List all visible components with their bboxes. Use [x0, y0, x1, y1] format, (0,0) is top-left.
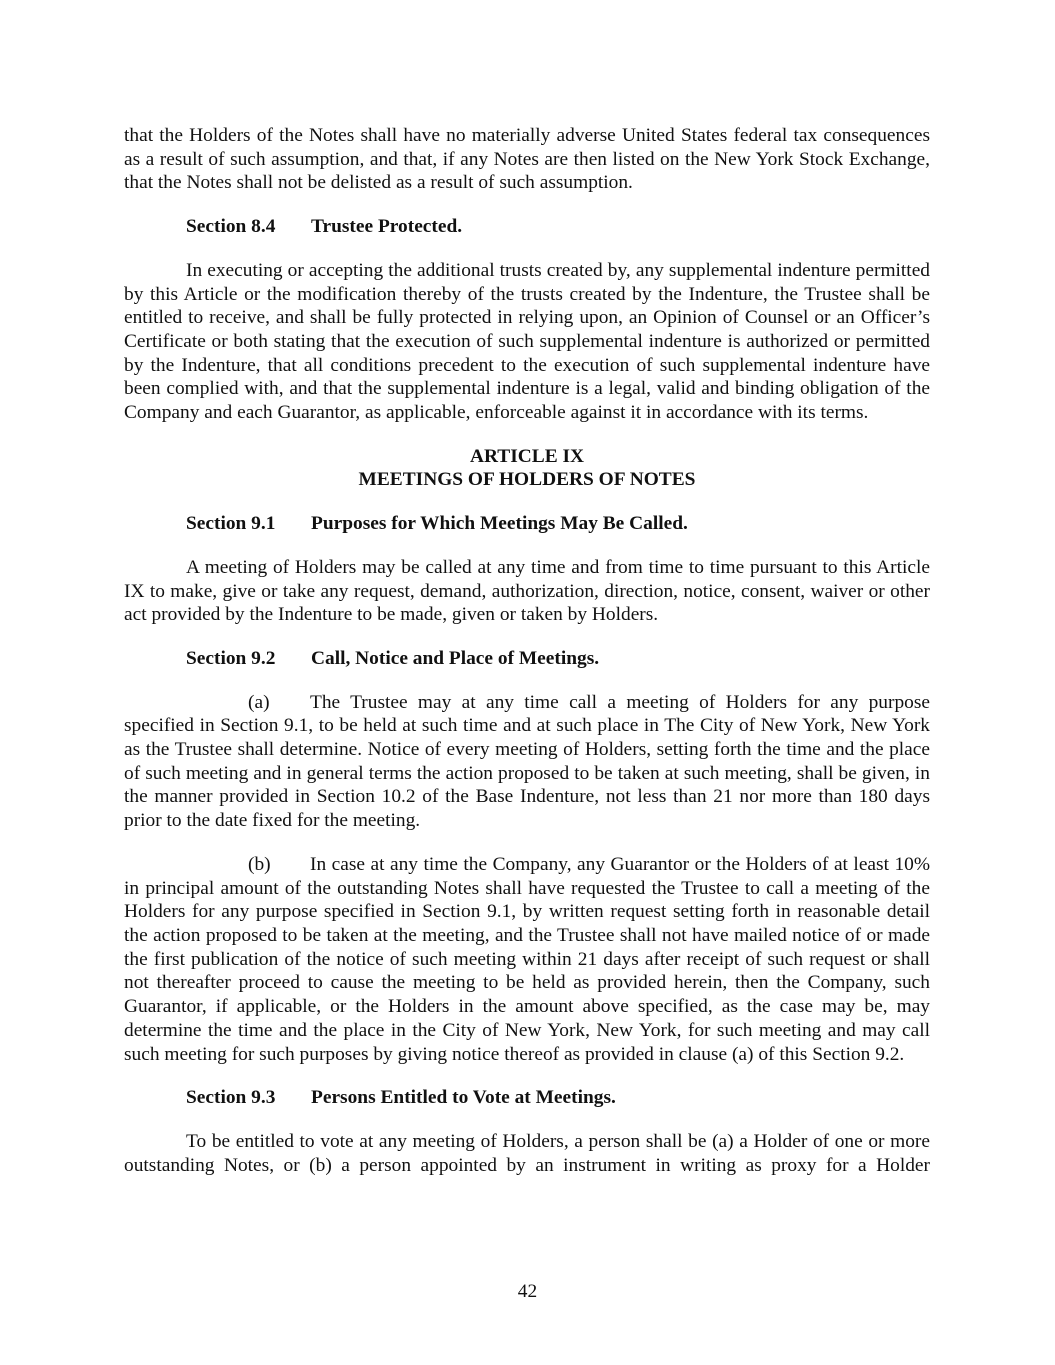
section-title: Trustee Protected. — [311, 216, 463, 238]
section-9-2-clause-b — [124, 853, 930, 1066]
section-number: Section 8.4 — [186, 216, 276, 238]
section-number: Section 9.2 — [186, 647, 276, 669]
article-title: MEETINGS OF HOLDERS OF NOTES — [358, 469, 696, 491]
article-heading — [124, 445, 930, 492]
section-9-2-heading — [186, 647, 930, 671]
section-9-2-clause-a — [124, 691, 930, 833]
clause-text: In case at any time the Company, any Guarantor or the Holders of at least 10% in principal amount of the outstanding Notes shall have requested the Trustee to call a meeting of the Holders for any purpose specified in Section 9.1, by written request setting forth in reasonable detail the action proposed to be taken at the meeting, and the Trustee shall not have mailed notice of or made the first publication of the notice of such meeting within 21 days after receipt of such request or shall not thereafter proceed to cause the meeting to be held as provided herein, then the Company, such Guarantor, if applicable, or the Holders in the amount above specified, as the case may be, may determine the time and the place in the City of New York, New York, for such meeting and may call such meeting for such purposes by giving notice thereof as provided in clause (a) of this Section 9.2. — [124, 853, 930, 1065]
section-9-3-body: To be entitled to vote at any meeting of Holders, a person shall be (a) a Holder of one or more outstanding Notes, or (b) a person appointed by an instrument in writing as proxy for a Holder — [124, 1130, 930, 1176]
document-page — [124, 124, 930, 1197]
page-number: 42 — [517, 1281, 538, 1302]
section-9-3-heading — [186, 1086, 930, 1110]
section-title: Persons Entitled to Vote at Meetings. — [311, 1087, 616, 1109]
article-number: ARTICLE IX — [469, 445, 585, 467]
section-9-1-body: A meeting of Holders may be called at any time and from time to time pursuant to this Article IX to make, give or take any request, demand, authorization, direction, notice, consent, waiver or other act provided by the Indenture to be made, given or taken by Holders. — [124, 556, 930, 626]
section-number: Section 9.1 — [186, 513, 276, 535]
clause-text: The Trustee may at any time call a meeting of Holders for any purpose specified in Section 9.1, to be held at such time and at such place in The City of New York, New York as the Trustee shall determine. Notice of every meeting of Holders, setting forth the time and the place of such meeting and in general terms the action proposed to be taken at such meeting, shall be given, in the manner provided in Section 10.2 of the Base Indenture, not less than 21 nor more than 180 days prior to the date fixed for the meeting. — [124, 691, 930, 832]
opening-paragraph: that the Holders of the Notes shall have no materially adverse United States federal tax consequences as a result of such assumption, and that, if any Notes are then listed on the New York Stock Exchange, that the Notes shall not be delisted as a result of such assumption. — [124, 125, 930, 194]
section-title: Purposes for Which Meetings May Be Called. — [311, 513, 688, 535]
clause-label: (b) — [248, 853, 271, 875]
section-8-4-heading — [186, 215, 930, 239]
section-number: Section 9.3 — [186, 1087, 276, 1109]
section-8-4-body: In executing or accepting the additional trusts created by, any supplemental indenture permitted by this Article or the modification thereby of the trusts created by the Indenture, the Trustee shall be entitled to receive, and shall be fully protected in relying upon, an Opinion of Counsel or an Officer’s Certificate or both stating that the execution of such supplemental indenture is authorized or permitted by the Indenture, that all conditions precedent to the execution of such supplemental indenture have been complied with, and that the supplemental indenture is a legal, valid and binding obligation of the Company and each Guarantor, as applicable, enforceable against it in accordance with its terms. — [124, 259, 930, 424]
clause-label: (a) — [248, 691, 270, 713]
section-title: Call, Notice and Place of Meetings. — [311, 647, 600, 669]
section-9-1-heading — [186, 512, 930, 536]
